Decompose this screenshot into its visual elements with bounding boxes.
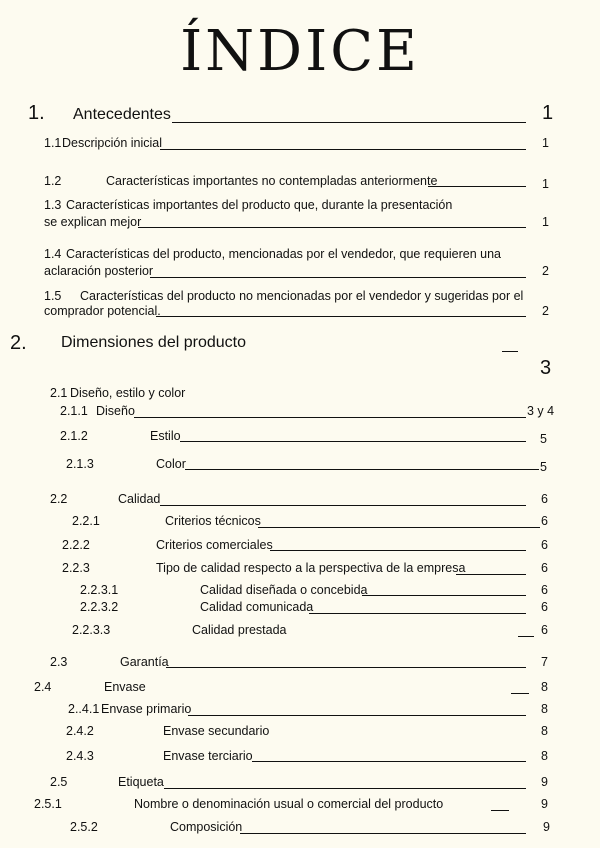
toc-page: 3 [540, 357, 552, 379]
toc-page: 3 y 4 [527, 404, 555, 418]
toc-page: 8 [541, 724, 548, 738]
toc-label: Tipo de calidad respecto a la perspectiva de la empresa [156, 561, 466, 575]
toc-number: 2.2.2 [62, 538, 90, 552]
toc-label: Características importantes del producto que, durante la presentación [66, 198, 453, 212]
toc-page: 5 [540, 432, 547, 446]
leader-line [188, 715, 526, 716]
toc-label: Calidad prestada [192, 623, 287, 637]
toc-label: Calidad comunicada [200, 600, 314, 614]
leader-line [252, 761, 526, 762]
leader-line [428, 186, 526, 187]
toc-page: 6 [541, 583, 548, 597]
toc-label-cont: aclaración posterior [44, 264, 154, 278]
leader-line [258, 527, 540, 528]
toc-number: 2.2.1 [72, 514, 100, 528]
toc-label: Nombre o denominación usual o comercial del producto [134, 797, 444, 811]
toc-number: 2.1.1 [60, 404, 88, 418]
toc-number: 1.5 [44, 289, 62, 303]
leader-line [134, 417, 526, 418]
leader-line [502, 351, 518, 352]
toc-number: 2.5 [50, 775, 68, 789]
toc-label: Diseño [96, 404, 135, 418]
toc-label-cont: se explican mejor [44, 215, 142, 229]
toc-number: 2.2 [50, 492, 68, 506]
toc-number: 2.4.2 [66, 724, 94, 738]
toc-label: Envase terciario [163, 749, 253, 763]
leader-line [456, 574, 526, 575]
toc-page: 8 [541, 749, 548, 763]
toc-label: Envase primario [101, 702, 192, 716]
toc-number: 1.1 [44, 136, 62, 150]
toc-number: 2.5.1 [34, 797, 62, 811]
toc-number: 2.2.3 [62, 561, 90, 575]
toc-page: 7 [541, 655, 548, 669]
toc-label-cont: comprador potencial. [44, 304, 161, 318]
toc-label: Envase secundario [163, 724, 270, 738]
toc-page: 1 [542, 102, 554, 124]
leader-line [156, 316, 526, 317]
toc-number: 2.3 [50, 655, 68, 669]
toc-page: 1 [542, 177, 549, 191]
leader-line [160, 149, 526, 150]
toc-page: 2 [542, 264, 549, 278]
toc-page: 6 [541, 600, 548, 614]
toc-page: 1 [542, 215, 549, 229]
toc-number: 2.1.2 [60, 429, 88, 443]
leader-line [309, 613, 526, 614]
toc-page: 8 [541, 680, 548, 694]
toc-number: 2.1 [50, 386, 68, 400]
toc-label: Características del producto no mencionadas por el vendedor y sugeridas por el [80, 289, 524, 303]
toc-page: 5 [540, 460, 547, 474]
leader-line [518, 636, 534, 637]
toc-page: 8 [541, 702, 548, 716]
index-title: ÍNDICE [180, 19, 420, 84]
toc-label: Criterios comerciales [156, 538, 273, 552]
toc-label: Composición [170, 820, 243, 834]
toc-number: 1. [28, 102, 45, 124]
toc-label: Etiqueta [118, 775, 164, 789]
toc-number: 1.3 [44, 198, 62, 212]
leader-line [185, 469, 539, 470]
toc-page: 9 [543, 820, 550, 834]
toc-label: Diseño, estilo y color [70, 386, 186, 400]
toc-number: 2.5.2 [70, 820, 98, 834]
toc-label: Dimensiones del producto [61, 334, 246, 351]
toc-page: 6 [541, 538, 548, 552]
toc-number: 2.2.3.2 [80, 600, 119, 614]
toc-label: Descripción inicial [62, 136, 163, 150]
toc-number: 2..4.1 [68, 702, 100, 716]
leader-line [240, 833, 526, 834]
toc-number: 1.2 [44, 174, 62, 188]
leader-line [362, 595, 526, 596]
toc-number: 1.4 [44, 247, 62, 261]
leader-line [180, 441, 526, 442]
toc-label: Características del producto, mencionadas por el vendedor, que requieren una [66, 247, 501, 261]
toc-label: Estilo [150, 429, 181, 443]
toc-label: Garantía [120, 655, 169, 669]
toc-page: 6 [541, 492, 548, 506]
toc-number: 2.2.3.1 [80, 583, 119, 597]
toc-number: 2.2.3.3 [72, 623, 111, 637]
toc-label: Color [156, 457, 186, 471]
leader-line [164, 788, 526, 789]
toc-page: 2 [542, 304, 549, 318]
toc-number: 2. [10, 332, 27, 354]
leader-line [160, 505, 526, 506]
toc-label: Antecedentes [73, 106, 171, 123]
leader-line [150, 277, 526, 278]
leader-line [491, 810, 509, 811]
toc-page: 6 [541, 623, 548, 637]
toc-label: Características importantes no contempladas anteriormente [106, 174, 438, 188]
toc-label: Calidad diseñada o concebida [200, 583, 368, 597]
toc-label: Envase [104, 680, 146, 694]
leader-line [166, 667, 526, 668]
leader-line [138, 227, 526, 228]
toc-page: 6 [541, 561, 548, 575]
toc-number: 2.1.3 [66, 457, 94, 471]
toc-number: 2.4 [34, 680, 52, 694]
toc-page: 6 [541, 514, 548, 528]
leader-line [172, 122, 526, 123]
toc-page: 9 [541, 797, 548, 811]
toc-page: 1 [542, 136, 549, 150]
leader-line [511, 693, 529, 694]
toc-label: Criterios técnicos [165, 514, 261, 528]
toc-label: Calidad [118, 492, 161, 506]
toc-page: 9 [541, 775, 548, 789]
leader-line [270, 550, 526, 551]
toc-number: 2.4.3 [66, 749, 94, 763]
